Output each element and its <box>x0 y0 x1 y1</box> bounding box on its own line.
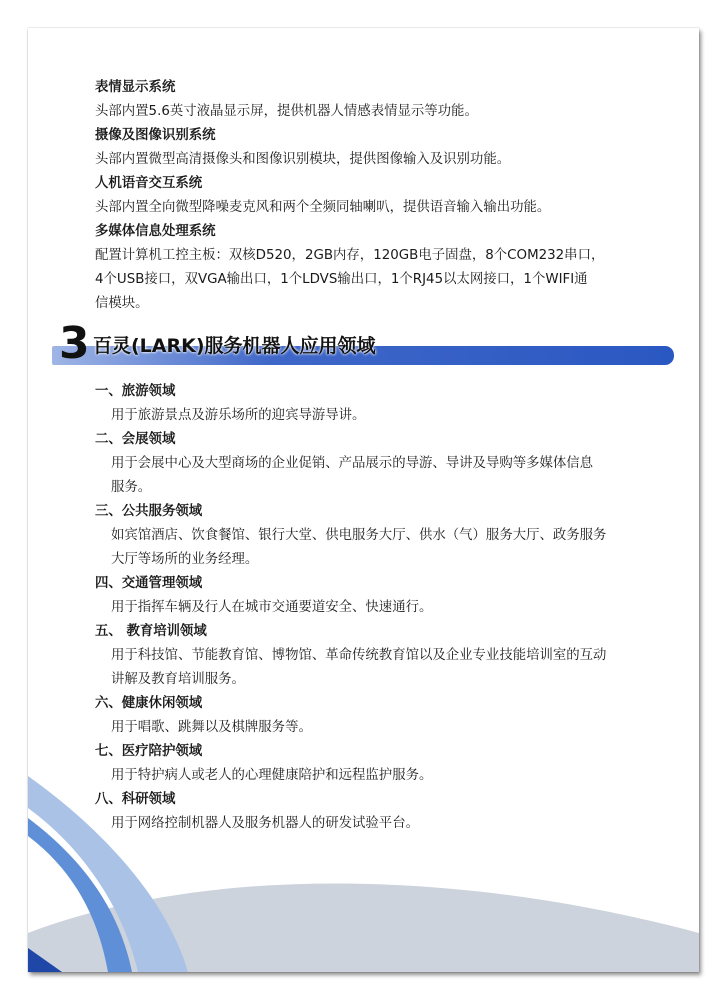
field-desc-line: 用于指挥车辆及行人在城市交通要道安全、快速通行。 <box>111 600 433 615</box>
system-desc-line: 头部内置5.6英寸液晶显示屏，提供机器人情感表情显示等功能。 <box>95 104 478 119</box>
field-desc <box>95 716 606 740</box>
field-desc-line: 用于旅游景点及游乐场所的迎宾导游导讲。 <box>111 408 366 423</box>
application-fields <box>95 380 606 836</box>
field-desc <box>95 404 606 428</box>
field-desc-line: 用于网络控制机器人及服务机器人的研发试验平台。 <box>111 816 419 831</box>
system-desc-line: 配置计算机工控主板：双核D520，2GB内存，120GB电子固盘，8个COM232串口， <box>95 248 605 263</box>
field-desc-line: 用于特护病人或老人的心理健康陪护和远程监护服务。 <box>111 768 433 783</box>
field-desc-line: 大厅等场所的业务经理。 <box>111 552 259 567</box>
field-item <box>95 692 606 740</box>
section-title: 百灵(LARK)服务机器人应用领域 <box>93 335 376 357</box>
field-item <box>95 428 606 500</box>
system-section <box>95 220 604 316</box>
system-desc-line: 头部内置全向微型降噪麦克风和两个全频同轴喇叭，提供语音输入输出功能。 <box>95 200 551 215</box>
field-title: 五、 教育培训领域 <box>95 624 207 639</box>
field-item <box>95 620 606 692</box>
system-desc-line: 头部内置微型高清摄像头和图像识别模块，提供图像输入及识别功能。 <box>95 152 511 167</box>
field-title: 二、会展领域 <box>95 432 176 447</box>
field-desc-line: 用于科技馆、节能教育馆、博物馆、革命传统教育馆以及企业专业技能培训室的互动 <box>111 648 607 663</box>
field-desc <box>95 644 606 692</box>
system-descriptions <box>95 76 604 316</box>
system-heading: 摄像及图像识别系统 <box>95 128 216 143</box>
field-title: 八、科研领域 <box>95 792 176 807</box>
field-title: 六、健康休闲领域 <box>95 696 203 711</box>
system-desc-line: 4个USB接口，双VGA输出口，1个LDVS输出口，1个RJ45以太网接口，1个WIFI通 <box>95 272 588 287</box>
field-item <box>95 788 606 836</box>
field-desc-line: 用于唱歌、跳舞以及棋牌服务等。 <box>111 720 312 735</box>
field-desc-line: 如宾馆酒店、饮食餐馆、银行大堂、供电服务大厅、供水（气）服务大厅、政务服务 <box>111 528 607 543</box>
system-heading: 表情显示系统 <box>95 80 176 95</box>
system-heading: 多媒体信息处理系统 <box>95 224 216 239</box>
field-item <box>95 740 606 788</box>
field-desc-line: 讲解及教育培训服务。 <box>111 672 245 687</box>
system-section <box>95 76 604 124</box>
field-item <box>95 380 606 428</box>
field-title: 三、公共服务领域 <box>95 504 203 519</box>
field-desc-line: 服务。 <box>111 480 152 495</box>
field-title: 七、医疗陪护领域 <box>95 744 203 759</box>
document-page <box>28 28 699 972</box>
system-section <box>95 124 604 172</box>
field-desc <box>95 452 606 500</box>
field-desc <box>95 524 606 572</box>
field-item <box>95 572 606 620</box>
field-item <box>95 500 606 572</box>
system-section <box>95 172 604 220</box>
section-header <box>52 318 674 370</box>
system-heading: 人机语音交互系统 <box>95 176 203 191</box>
section-number: 3 <box>59 318 90 369</box>
field-desc-line: 用于会展中心及大型商场的企业促销、产品展示的导游、导讲及导购等多媒体信息 <box>111 456 594 471</box>
field-title: 一、旅游领域 <box>95 384 176 399</box>
field-desc <box>95 596 606 620</box>
field-desc <box>95 812 606 836</box>
field-desc <box>95 764 606 788</box>
system-desc-line: 信模块。 <box>95 296 149 311</box>
field-title: 四、交通管理领域 <box>95 576 203 591</box>
